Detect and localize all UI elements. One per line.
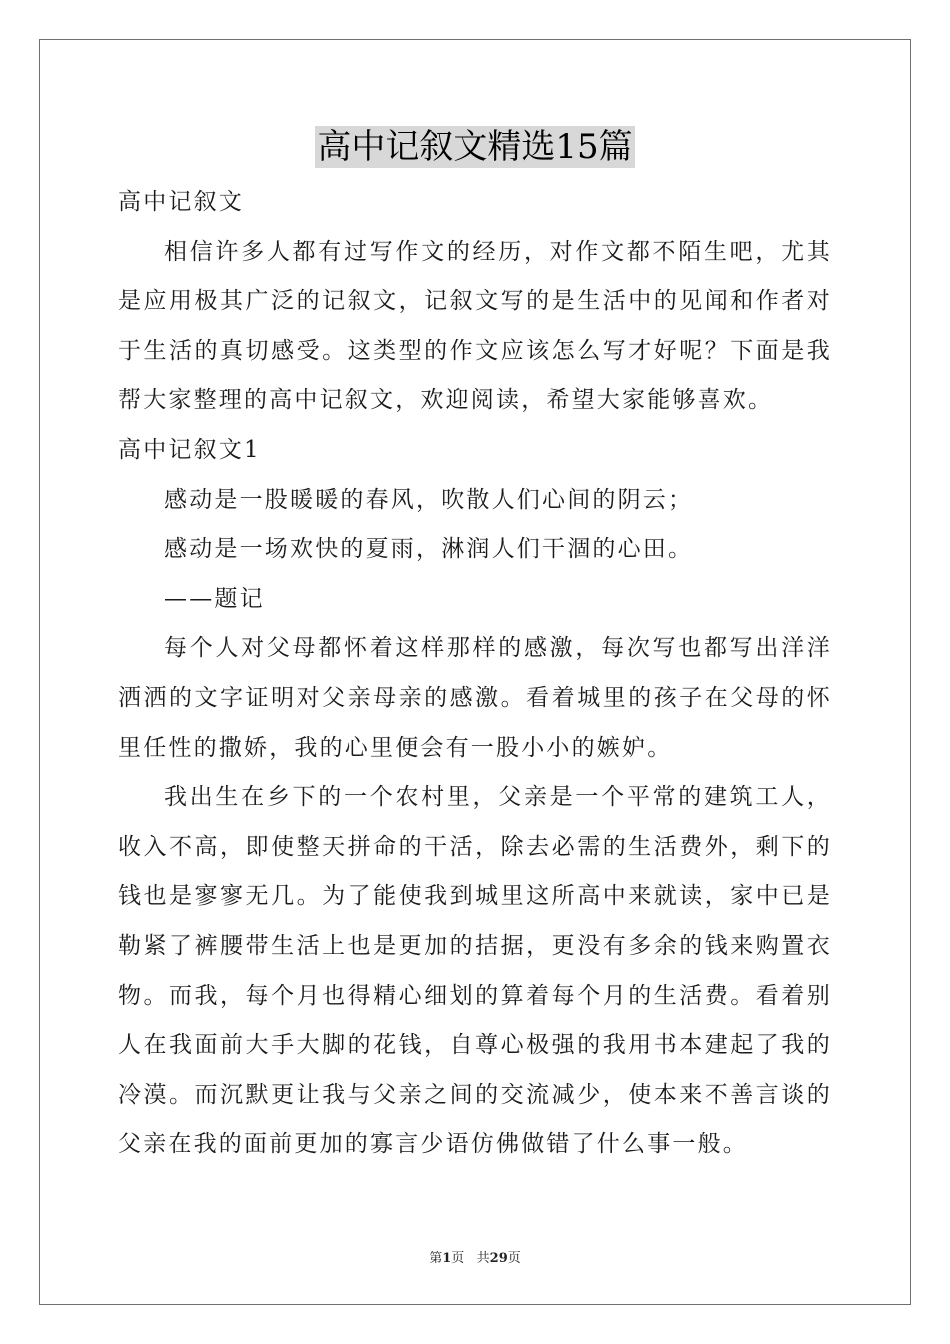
paragraph: 每个人对父母都怀着这样那样的感激，每次写也都写出洋洋洒洒的文字证明对父亲母亲的感激。看着城里的孩子在父母的怀里任性的撒娇，我的心里便会有一股小小的嫉妒。 bbox=[118, 635, 832, 761]
footer-mid: 页 共 bbox=[451, 1251, 490, 1266]
paragraph: 我出生在乡下的一个农村里，父亲是一个平常的建筑工人，收入不高，即使整天拼命的干活，除去必需的生活费外，剩下的钱也是寥寥无几。为了能使我到城里这所高中来就读，家中已是勒紧了裤腰带生活上也是更加的拮据，更没有多余的钱来购置衣物。而我，每个月也得精心细划的算着每个月的生活费。看着别人在我面前大手大脚的花钱，自尊心极强的我用书本建起了我的冷漠。而沉默更让我与父亲之间的交流减少，使本来不善言谈的父亲在我的面前更加的寡言少语仿佛做错了什么事一般。 bbox=[118, 784, 832, 1158]
paragraph: 感动是一股暖暖的春风，吹散人们心间的阴云； bbox=[164, 486, 694, 513]
title-container bbox=[0, 126, 950, 168]
document-body bbox=[118, 178, 832, 1170]
paragraph: 相信许多人都有过写作文的经历，对作文都不陌生吧，尤其是应用极其广泛的记叙文，记叙文写的是生活中的见闻和作者对于生活的真切感受。这类型的作文应该怎么写才好呢？下面是我帮大家整理的高中记叙文，欢迎阅读，希望大家能够喜欢。 bbox=[118, 238, 832, 414]
paragraph: ——题记 bbox=[164, 585, 265, 612]
document-title: 高中记叙文精选15篇 bbox=[317, 127, 633, 167]
paragraph: 高中记叙文1 bbox=[118, 436, 261, 463]
current-page-number: 1 bbox=[442, 1251, 452, 1266]
footer-suffix: 页 bbox=[507, 1251, 521, 1266]
total-page-number: 29 bbox=[489, 1251, 508, 1266]
page-footer bbox=[0, 1247, 950, 1266]
paragraph: 高中记叙文 bbox=[118, 189, 244, 215]
footer-prefix: 第 bbox=[429, 1251, 443, 1266]
paragraph: 感动是一场欢快的夏雨，淋润人们干涸的心田。 bbox=[164, 536, 694, 563]
